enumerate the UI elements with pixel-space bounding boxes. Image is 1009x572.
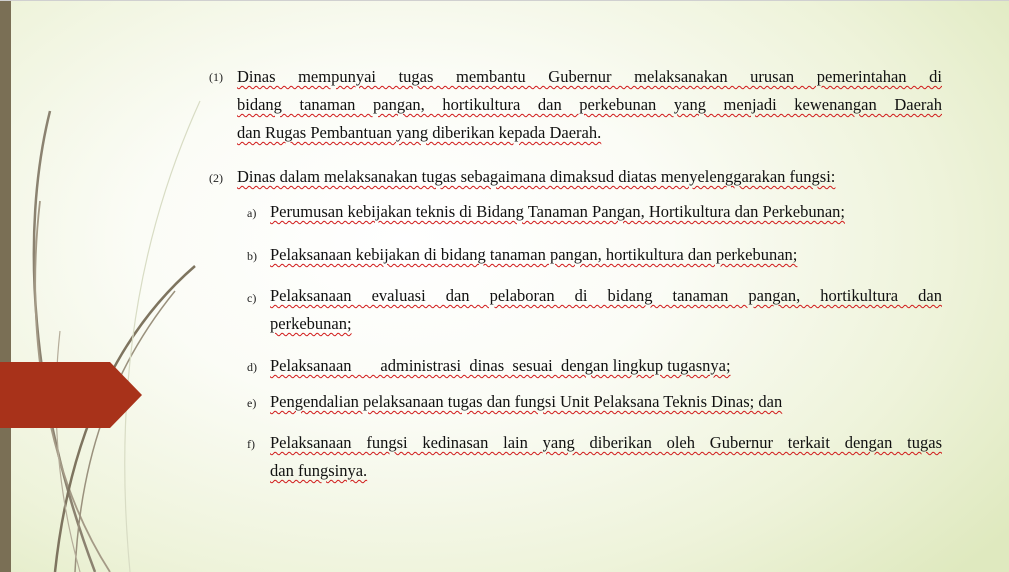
subpoint-f-line-2: dan fungsinya. [270, 461, 368, 480]
subpoint-a-marker: a) [247, 206, 257, 220]
subpoint-b-marker: b) [247, 249, 257, 263]
subpoint-e-marker: e) [247, 396, 257, 410]
point-1-line-3: dan Rugas Pembantuan yang diberikan kepada Daerah. [237, 123, 602, 142]
subpoint-d-text: Pelaksanaan administrasi dinas sesuai dengan lingkup tugasnya; [270, 356, 731, 375]
subpoint-c-line-1: Pelaksanaan evaluasi dan pelaboran di bidang tanaman pangan, hortikultura dan [270, 286, 942, 305]
red-arrow-banner [0, 362, 145, 428]
subpoint-b-text: Pelaksanaan kebijakan di bidang tanaman pangan, hortikultura dan perkebunan; [270, 245, 798, 264]
subpoint-f-marker: f) [247, 437, 255, 451]
point-2-text: Dinas dalam melaksanakan tugas sebagaimana dimaksud diatas menyelenggarakan fungsi: [237, 167, 836, 186]
subpoint-e-text: Pengendalian pelaksanaan tugas dan fungsi Unit Pelaksana Teknis Dinas; dan [270, 392, 783, 411]
subpoint-c-marker: c) [247, 291, 257, 305]
subpoint-f-line-1: Pelaksanaan fungsi kedinasan lain yang diberikan oleh Gubernur terkait dengan tugas [270, 433, 942, 452]
point-1-marker: (1) [209, 70, 223, 84]
subpoint-a-text: Perumusan kebijakan teknis di Bidang Tanaman Pangan, Hortikultura dan Perkebunan; [270, 202, 845, 221]
subpoint-c-text [270, 282, 942, 338]
subpoint-d-marker: d) [247, 360, 257, 374]
point-1-line-1: Dinas mempunyai tugas membantu Gubernur melaksanakan urusan pemerintahan di [237, 67, 942, 86]
subpoint-f-text [270, 429, 942, 485]
point-2-marker: (2) [209, 171, 223, 185]
subpoint-c-line-2: perkebunan; [270, 314, 352, 333]
point-1-line-2: bidang tanaman pangan, hortikultura dan perkebunan yang menjadi kewenangan Daerah [237, 95, 942, 114]
point-1-text [237, 63, 942, 147]
